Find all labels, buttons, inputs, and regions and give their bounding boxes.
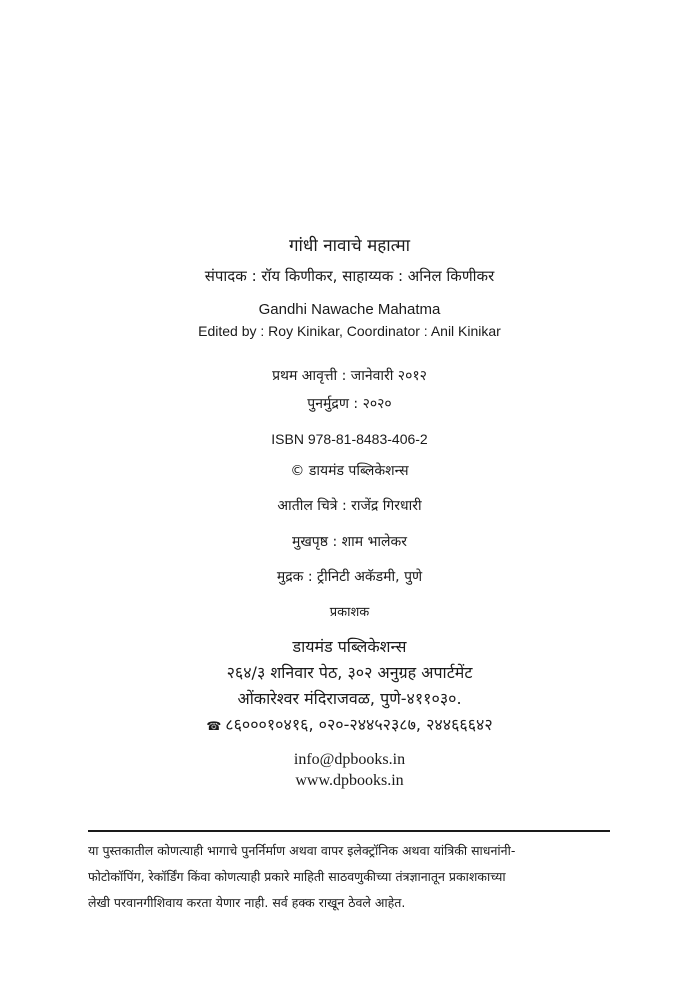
rights-notice-line: फोटोकॉपिंग, रेकॉर्डिंग किंवा कोणत्याही प्रकारे माहिती साठवणुकीच्या तंत्रज्ञानातून प्रकाशकाच्या [88, 869, 506, 884]
editors-english: Edited by : Roy Kinikar, Coordinator : Anil Kinikar [198, 323, 501, 339]
isbn: ISBN 978-81-8483-406-2 [271, 431, 428, 447]
rights-notice-line: लेखी परवानगीशिवाय करता येणार नाही. सर्व हक्क राखून ठेवले आहेत. [88, 895, 406, 910]
publisher-name: डायमंड पब्लिकेशन्स [292, 637, 407, 656]
editors-marathi: संपादक : रॉय किणीकर, साहाय्यक : अनिल किणीकर [204, 267, 495, 285]
publisher-label: प्रकाशक [329, 605, 370, 620]
printer-credit: मुद्रक : ट्रीनिटी अकॅडमी, पुणे [276, 569, 423, 585]
book-title-marathi: गांधी नावाचे महात्मा [288, 236, 411, 256]
copyright-notice: © डायमंड पब्लिकेशन्स [290, 463, 409, 479]
publisher-phone [0, 715, 699, 734]
rights-divider [88, 830, 610, 832]
phone-numbers: ८६०००१०४१६, ०२०-२४४५२३८७, २४४६६६४२ [225, 715, 493, 734]
publisher-address-line1: २६४/३ शनिवार पेठ, ३०२ अनुग्रह अपार्टमेंट [226, 663, 473, 682]
illustrations-credit: आतील चित्रे : राजेंद्र गिरधारी [277, 498, 422, 514]
first-edition: प्रथम आवृत्ती : जानेवारी २०१२ [272, 368, 427, 384]
cover-credit: मुखपृष्ठ : शाम भालेकर [291, 534, 408, 550]
publisher-website[interactable]: www.dpbooks.in [295, 772, 404, 789]
telephone-icon: ☎ [206, 719, 222, 733]
reprint-year: पुनर्मुद्रण : २०२० [307, 396, 392, 412]
publisher-address-line2: ओंकारेश्वर मंदिराजवळ, पुणे-४११०३०. [237, 689, 462, 708]
rights-notice-line: या पुस्तकातील कोणत्याही भागाचे पुनर्निर्माण अथवा वापर इलेक्ट्रॉनिक अथवा यांत्रिकी साधनांनी- [88, 843, 516, 858]
book-title-english: Gandhi Nawache Mahatma [258, 301, 441, 318]
publisher-email[interactable]: info@dpbooks.in [293, 751, 406, 768]
rights-notice [88, 838, 610, 916]
